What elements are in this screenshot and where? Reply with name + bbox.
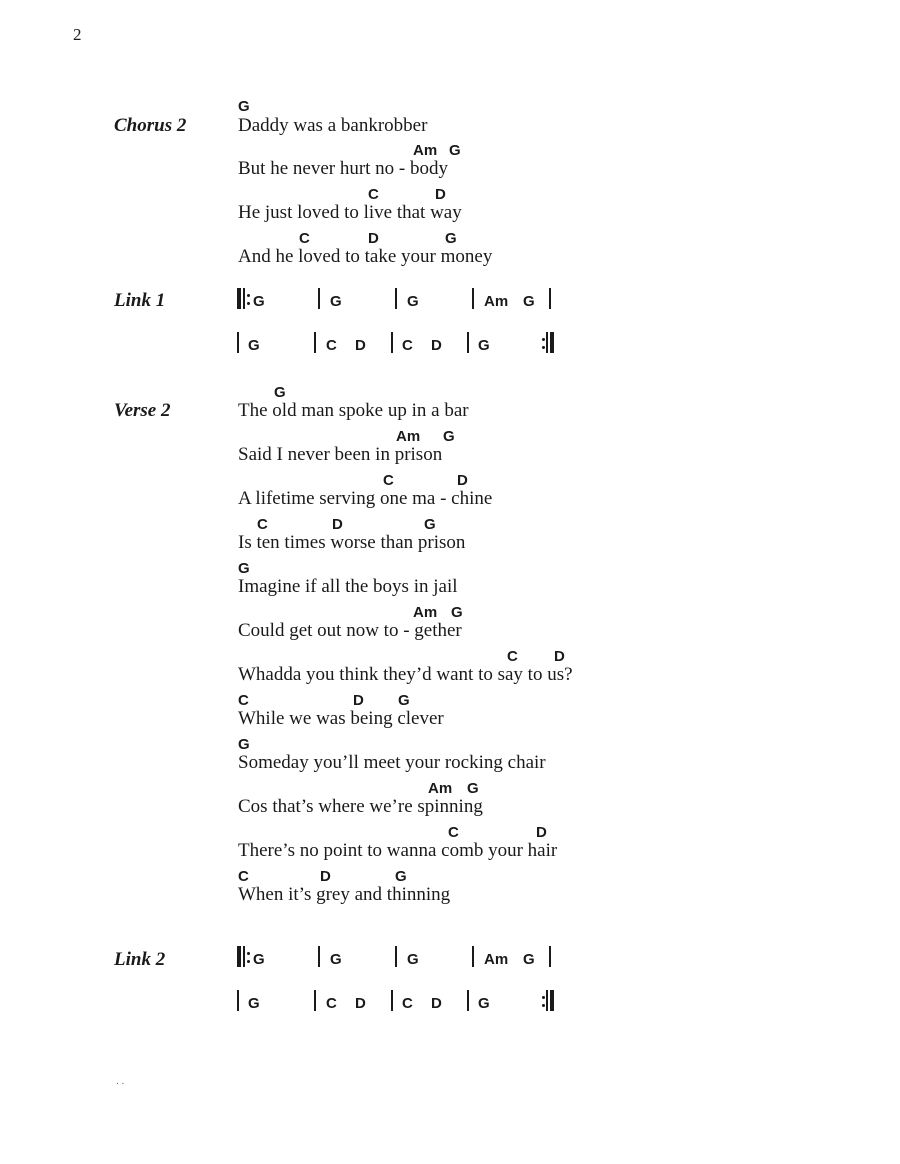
chord: C (257, 516, 268, 533)
repeat-dot (542, 996, 545, 999)
bar-chord: C (326, 337, 337, 354)
lyric-line: Whadda you think they’d want to say to us? (238, 664, 573, 685)
barline (237, 332, 239, 353)
bar-chord: G (478, 995, 490, 1012)
lyric-line: Someday you’ll meet your rocking chair (238, 752, 546, 773)
lyric-line: Said I never been in prison (238, 444, 443, 465)
section-label-verse-2: Verse 2 (114, 400, 171, 421)
repeat-dot (542, 1004, 545, 1007)
bar-chord: G (248, 995, 260, 1012)
barline (467, 990, 469, 1011)
bar-chord: C (326, 995, 337, 1012)
barline (391, 990, 393, 1011)
chord: G (274, 384, 286, 401)
bar-chord: C (402, 995, 413, 1012)
barline (395, 288, 397, 309)
barline (549, 288, 551, 309)
repeat-end-barline (550, 990, 554, 1011)
chord: D (320, 868, 331, 885)
chord: C (238, 692, 249, 709)
chord: D (536, 824, 547, 841)
bar-chord: G (253, 293, 265, 310)
lyric-line: But he never hurt no - body (238, 158, 449, 179)
barline (237, 990, 239, 1011)
chord: G (238, 560, 250, 577)
chord: D (457, 472, 468, 489)
chord: G (467, 780, 479, 797)
lyric-line: Cos that’s where we’re spinning (238, 796, 483, 817)
chord: D (332, 516, 343, 533)
chord: G (424, 516, 436, 533)
section-label-link-1: Link 1 (114, 290, 166, 311)
lyric-line: When it’s grey and thinning (238, 884, 451, 905)
lyric-line: He just loved to live that way (238, 202, 462, 223)
repeat-dot (247, 294, 250, 297)
chord: G (238, 98, 250, 115)
chord: C (507, 648, 518, 665)
lyric-line: The old man spoke up in a bar (238, 400, 469, 421)
chord: C (368, 186, 379, 203)
lyric-line: A lifetime serving one ma - chine (238, 488, 493, 509)
barline (391, 332, 393, 353)
bar-chord: G (330, 951, 342, 968)
lyric-line: And he loved to take your money (238, 246, 493, 267)
chord: C (299, 230, 310, 247)
bar-chord: Am (484, 293, 509, 310)
chord: C (383, 472, 394, 489)
barline (314, 990, 316, 1011)
barline (395, 946, 397, 967)
repeat-dot (542, 338, 545, 341)
barline (467, 332, 469, 353)
barline (243, 288, 245, 309)
barline (314, 332, 316, 353)
repeat-start-barline (237, 288, 241, 309)
repeat-dot (247, 952, 250, 955)
chord: G (445, 230, 457, 247)
barline (546, 990, 548, 1011)
bar-chord: G (478, 337, 490, 354)
chord: Am (396, 428, 421, 445)
bar-chord: G (407, 293, 419, 310)
chord: G (238, 736, 250, 753)
bar-chord: C (402, 337, 413, 354)
barline (549, 946, 551, 967)
page-number: 2 (73, 25, 82, 44)
chord: D (435, 186, 446, 203)
bar-chord: G (523, 951, 535, 968)
section-label-link-2: Link 2 (114, 949, 166, 970)
lyric-line: Imagine if all the boys in jail (238, 576, 458, 597)
lyric-line: Is ten times worse than prison (238, 532, 466, 553)
bar-chord: G (523, 293, 535, 310)
chord: D (368, 230, 379, 247)
chord: G (451, 604, 463, 621)
chord: D (554, 648, 565, 665)
chord: C (238, 868, 249, 885)
repeat-dot (247, 960, 250, 963)
bar-chord: D (431, 995, 442, 1012)
bar-chord: G (330, 293, 342, 310)
chord: G (449, 142, 461, 159)
bar-chord: D (355, 995, 366, 1012)
chord: D (353, 692, 364, 709)
chord: G (443, 428, 455, 445)
lyric-line: Could get out now to - gether (238, 620, 462, 641)
chord: G (395, 868, 407, 885)
barline (472, 288, 474, 309)
barline (472, 946, 474, 967)
repeat-end-barline (550, 332, 554, 353)
footer-mark: . . (116, 1076, 125, 1087)
repeat-dot (542, 346, 545, 349)
bar-chord: D (355, 337, 366, 354)
barline (318, 288, 320, 309)
lyric-line: While we was being clever (238, 708, 444, 729)
repeat-dot (247, 302, 250, 305)
barline (243, 946, 245, 967)
chord: Am (413, 142, 438, 159)
bar-chord: G (253, 951, 265, 968)
lyric-line: Daddy was a bankrobber (238, 115, 428, 136)
lyric-line: There’s no point to wanna comb your hair (238, 840, 558, 861)
chord: C (448, 824, 459, 841)
chord: Am (413, 604, 438, 621)
barline (546, 332, 548, 353)
bar-chord: Am (484, 951, 509, 968)
repeat-start-barline (237, 946, 241, 967)
chord: G (398, 692, 410, 709)
section-label-chorus-2: Chorus 2 (114, 115, 187, 136)
chord: Am (428, 780, 453, 797)
bar-chord: G (407, 951, 419, 968)
barline (318, 946, 320, 967)
bar-chord: G (248, 337, 260, 354)
bar-chord: D (431, 337, 442, 354)
